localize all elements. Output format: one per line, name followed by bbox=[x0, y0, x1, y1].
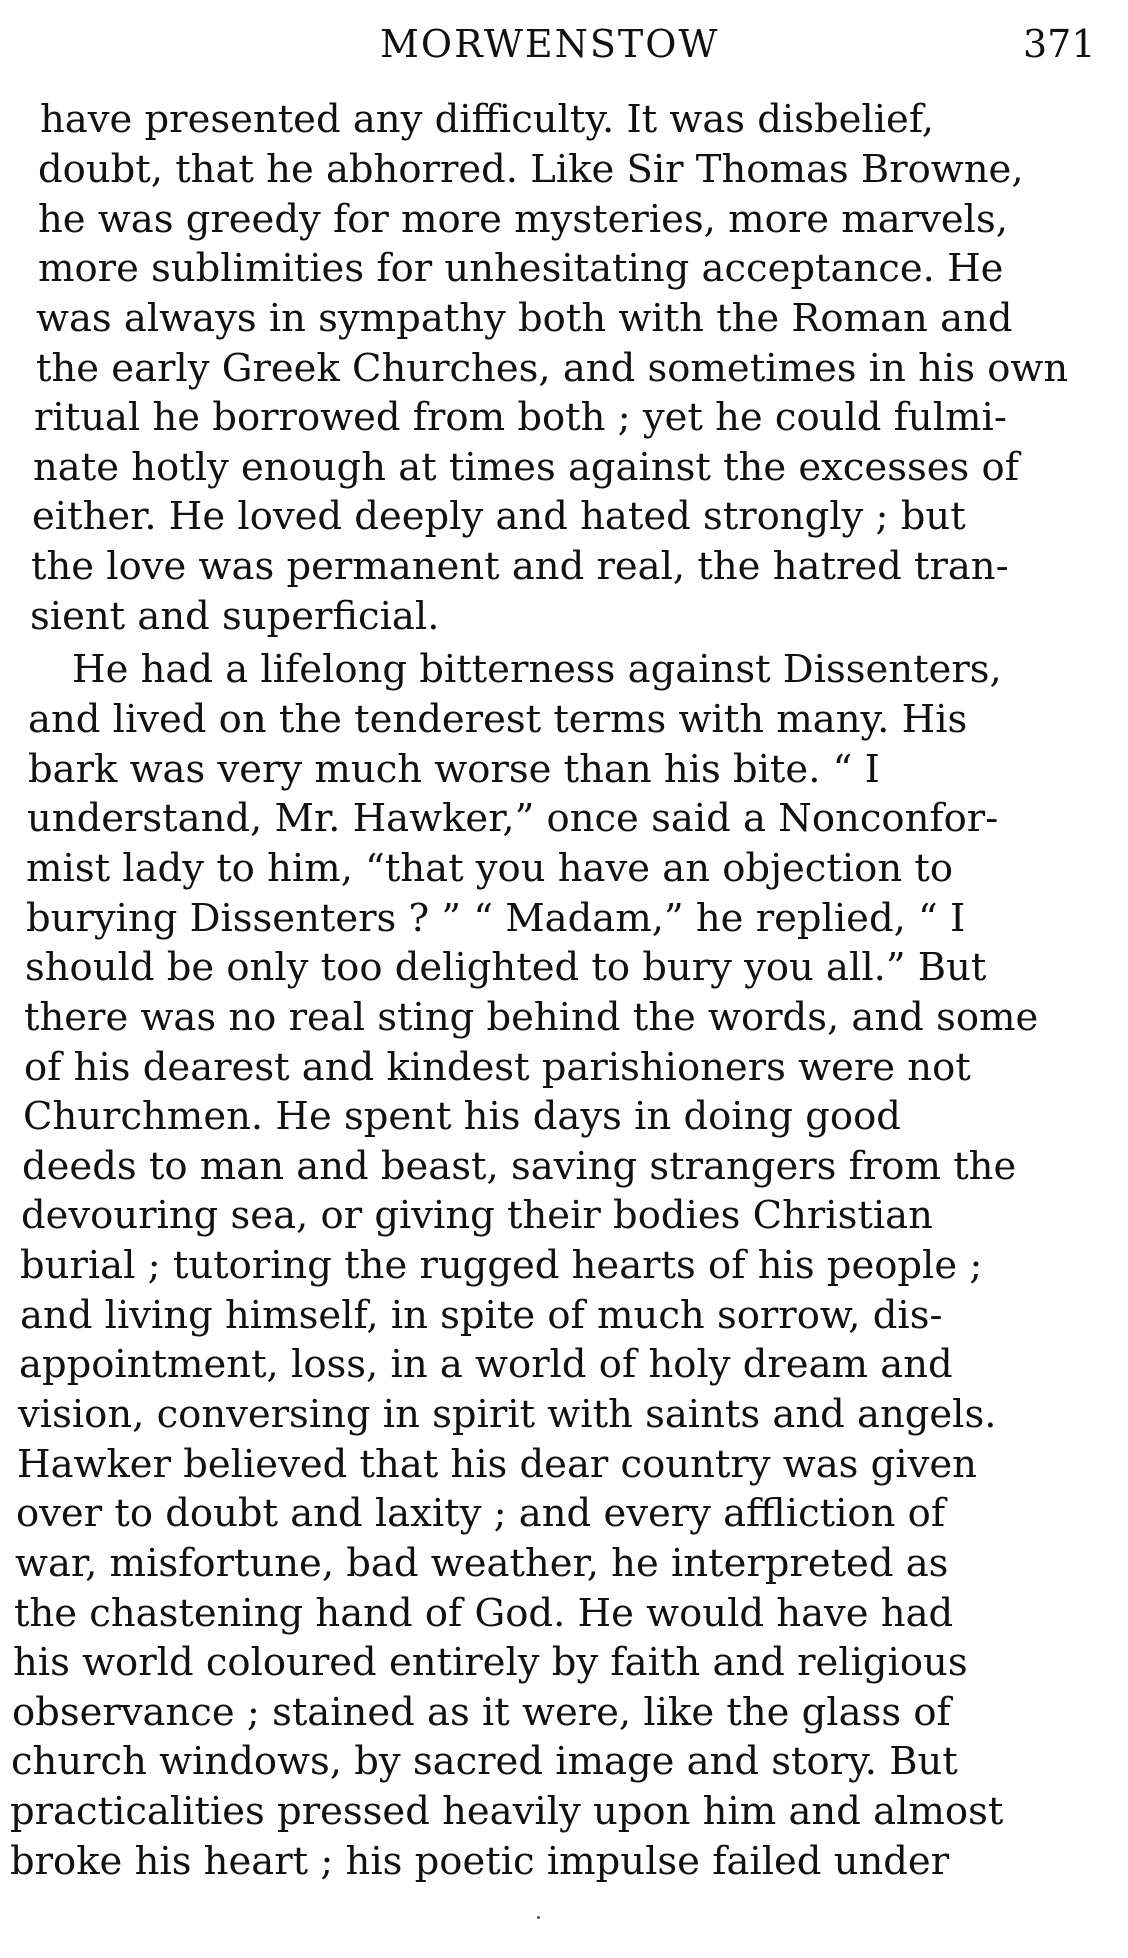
text-line: doubt, that he abhorred. Like Sir Thomas Browne, bbox=[38, 147, 1024, 192]
page-number: 371 bbox=[1023, 22, 1096, 66]
running-title: MORWENSTOW bbox=[380, 22, 720, 66]
text-line: deeds to man and beast, saving strangers from the bbox=[22, 1144, 1017, 1189]
text-line: ritual he borrowed from both ; yet he could fulmi- bbox=[34, 395, 1007, 440]
text-line: Churchmen. He spent his days in doing good bbox=[23, 1094, 901, 1139]
text-line: church windows, by sacred image and story. But bbox=[11, 1739, 958, 1784]
text-line: observance ; stained as it were, like the glass of bbox=[12, 1690, 951, 1735]
text-line: more sublimities for unhesitating acceptance. He bbox=[38, 246, 1004, 291]
text-line: appointment, loss, in a world of holy dream and bbox=[19, 1342, 953, 1387]
print-speck bbox=[537, 1916, 540, 1919]
text-line: broke his heart ; his poetic impulse failed under bbox=[10, 1839, 950, 1884]
text-line: mist lady to him, “that you have an objection to bbox=[26, 846, 954, 891]
text-line: Hawker believed that his dear country was given bbox=[17, 1442, 977, 1487]
text-line: of his dearest and kindest parishioners were not bbox=[24, 1045, 971, 1090]
text-line: bark was very much worse than his bite. “ I bbox=[28, 747, 880, 792]
text-line: either. He loved deeply and hated strongly ; but bbox=[32, 494, 966, 539]
text-line: understand, Mr. Hawker,” once said a Nonconfor- bbox=[27, 796, 999, 841]
text-line: the chastening hand of God. He would have had bbox=[14, 1591, 954, 1636]
text-line: the love was permanent and real, the hatred tran- bbox=[31, 544, 1009, 589]
text-line: should be only too delighted to bury you all.” But bbox=[25, 945, 987, 990]
text-line: burying Dissenters ? ” “ Madam,” he replied, “ I bbox=[26, 896, 966, 941]
text-line: was always in sympathy both with the Roman and bbox=[36, 296, 1013, 341]
text-line: sient and superficial. bbox=[30, 594, 440, 639]
text-line: burial ; tutoring the rugged hearts of his people ; bbox=[20, 1243, 983, 1288]
text-line: and living himself, in spite of much sorrow, dis- bbox=[20, 1293, 943, 1338]
text-line: war, misfortune, bad weather, he interpreted as bbox=[15, 1541, 949, 1586]
text-line: the early Greek Churches, and sometimes in his own bbox=[36, 346, 1069, 391]
text-line: nate hotly enough at times against the excesses of bbox=[33, 445, 1019, 490]
text-line: practicalities pressed heavily upon him and almost bbox=[10, 1789, 1004, 1834]
text-line: he was greedy for more mysteries, more marvels, bbox=[38, 197, 1008, 242]
text-line: vision, conversing in spirit with saints and angels. bbox=[18, 1392, 997, 1437]
text-line: over to doubt and laxity ; and every affliction of bbox=[16, 1491, 946, 1536]
text-line: his world coloured entirely by faith and religious bbox=[13, 1640, 968, 1685]
text-line: there was no real sting behind the words, and some bbox=[24, 995, 1039, 1040]
text-line: and lived on the tenderest terms with many. His bbox=[28, 697, 968, 742]
text-line: devouring sea, or giving their bodies Christian bbox=[21, 1193, 933, 1238]
text-line: He had a lifelong bitterness against Dissenters, bbox=[72, 647, 1002, 692]
text-line: have presented any difficulty. It was disbelief, bbox=[40, 97, 934, 142]
